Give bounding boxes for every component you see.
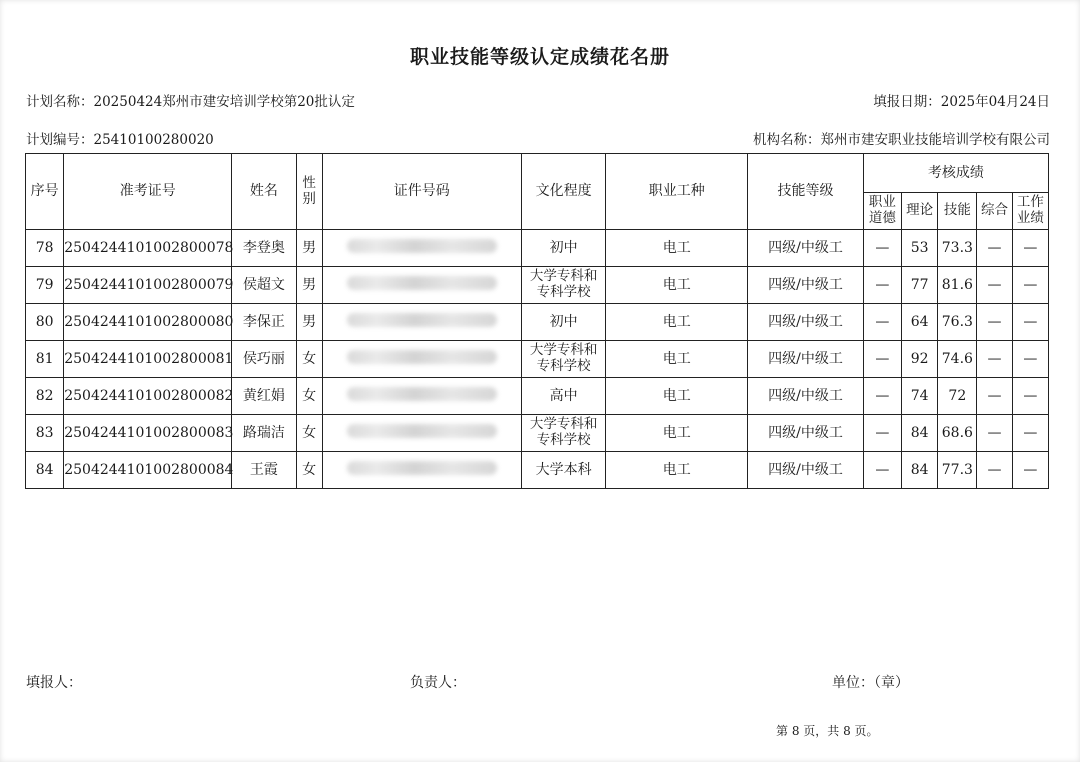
cell-overall: —: [977, 452, 1012, 489]
cell-skill: 73.3: [938, 230, 977, 267]
table-row: [26, 230, 1049, 267]
cell-theory: 77: [902, 267, 938, 304]
footer-filler: 填报人：: [26, 675, 82, 691]
cell-id-no: [322, 378, 521, 415]
cell-work: —: [1012, 341, 1048, 378]
cell-exam-no: 2504244101002800078: [64, 230, 232, 267]
cell-overall: —: [977, 415, 1012, 452]
cell-name: 路瑞洁: [232, 415, 296, 452]
cell-work: —: [1012, 267, 1048, 304]
cell-exam-no: 2504244101002800082: [64, 378, 232, 415]
cell-level: 四级/中级工: [748, 415, 864, 452]
redacted-id-number: [347, 424, 497, 438]
redacted-id-number: [347, 313, 497, 327]
cell-seq: 78: [26, 230, 64, 267]
cell-education: 大学专科和专科学校: [521, 341, 605, 378]
cell-skill: 76.3: [938, 304, 977, 341]
header-theory: 理论: [902, 193, 938, 230]
cell-ethics: —: [863, 267, 901, 304]
cell-id-no: [322, 267, 521, 304]
cell-exam-no: 2504244101002800081: [64, 341, 232, 378]
cell-education: 初中: [521, 230, 605, 267]
cell-gender: 女: [296, 415, 322, 452]
cell-theory: 84: [902, 415, 938, 452]
cell-ethics: —: [863, 230, 901, 267]
redacted-id-number: [347, 461, 497, 475]
cell-overall: —: [977, 267, 1012, 304]
score-roster-table: [25, 153, 1049, 489]
cell-seq: 79: [26, 267, 64, 304]
cell-occupation: 电工: [606, 230, 748, 267]
table-row: [26, 415, 1049, 452]
cell-ethics: —: [863, 452, 901, 489]
organization-name: 机构名称：郑州市建安职业技能培训学校有限公司: [753, 132, 1050, 148]
cell-gender: 男: [296, 267, 322, 304]
cell-level: 四级/中级工: [748, 378, 864, 415]
table-row: [26, 452, 1049, 489]
footer-person-in-charge: 负责人：: [410, 675, 466, 691]
cell-theory: 74: [902, 378, 938, 415]
cell-work: —: [1012, 415, 1048, 452]
header-seq: 序号: [26, 154, 64, 230]
cell-seq: 82: [26, 378, 64, 415]
cell-exam-no: 2504244101002800084: [64, 452, 232, 489]
cell-seq: 80: [26, 304, 64, 341]
page-indicator: 第 8 页，共 8 页。: [776, 724, 879, 738]
cell-education: 高中: [521, 378, 605, 415]
table-row: [26, 267, 1049, 304]
cell-occupation: 电工: [606, 341, 748, 378]
cell-level: 四级/中级工: [748, 341, 864, 378]
cell-level: 四级/中级工: [748, 304, 864, 341]
cell-ethics: —: [863, 304, 901, 341]
redacted-id-number: [347, 239, 497, 253]
cell-id-no: [322, 415, 521, 452]
cell-skill: 68.6: [938, 415, 977, 452]
cell-id-no: [322, 230, 521, 267]
cell-theory: 53: [902, 230, 938, 267]
cell-work: —: [1012, 452, 1048, 489]
cell-theory: 84: [902, 452, 938, 489]
cell-name: 侯超文: [232, 267, 296, 304]
cell-skill: 81.6: [938, 267, 977, 304]
header-row: [26, 154, 1049, 193]
cell-overall: —: [977, 230, 1012, 267]
header-scores: 考核成绩: [863, 154, 1048, 193]
cell-education: 初中: [521, 304, 605, 341]
cell-work: —: [1012, 378, 1048, 415]
cell-exam-no: 2504244101002800083: [64, 415, 232, 452]
cell-gender: 女: [296, 341, 322, 378]
cell-work: —: [1012, 230, 1048, 267]
cell-skill: 72: [938, 378, 977, 415]
cell-theory: 92: [902, 341, 938, 378]
cell-exam-no: 2504244101002800080: [64, 304, 232, 341]
redacted-id-number: [347, 350, 497, 364]
cell-skill: 77.3: [938, 452, 977, 489]
document-title: 职业技能等级认定成绩花名册: [409, 46, 670, 68]
cell-education: 大学本科: [521, 452, 605, 489]
plan-name: 计划名称：20250424郑州市建安培训学校第20批认定: [26, 94, 355, 110]
cell-name: 黄红娟: [232, 378, 296, 415]
cell-gender: 女: [296, 452, 322, 489]
cell-work: —: [1012, 304, 1048, 341]
table-row: [26, 341, 1049, 378]
header-id-no: 证件号码: [322, 154, 521, 230]
cell-exam-no: 2504244101002800079: [64, 267, 232, 304]
cell-id-no: [322, 452, 521, 489]
cell-ethics: —: [863, 415, 901, 452]
cell-ethics: —: [863, 378, 901, 415]
footer-unit-seal: 单位：（章）: [832, 675, 909, 691]
cell-name: 侯巧丽: [232, 341, 296, 378]
header-level: 技能等级: [748, 154, 864, 230]
cell-occupation: 电工: [606, 378, 748, 415]
redacted-id-number: [347, 387, 497, 401]
redacted-id-number: [347, 276, 497, 290]
cell-overall: —: [977, 378, 1012, 415]
cell-occupation: 电工: [606, 452, 748, 489]
cell-occupation: 电工: [606, 267, 748, 304]
cell-seq: 83: [26, 415, 64, 452]
header-name: 姓名: [232, 154, 296, 230]
header-exam-no: 准考证号: [64, 154, 232, 230]
cell-education: 大学专科和专科学校: [521, 267, 605, 304]
header-occupation: 职业工种: [606, 154, 748, 230]
cell-gender: 男: [296, 230, 322, 267]
cell-occupation: 电工: [606, 415, 748, 452]
cell-theory: 64: [902, 304, 938, 341]
cell-name: 李保正: [232, 304, 296, 341]
cell-id-no: [322, 304, 521, 341]
cell-occupation: 电工: [606, 304, 748, 341]
cell-gender: 女: [296, 378, 322, 415]
cell-overall: —: [977, 304, 1012, 341]
cell-level: 四级/中级工: [748, 267, 864, 304]
plan-number: 计划编号：25410100280020: [26, 132, 214, 148]
cell-level: 四级/中级工: [748, 452, 864, 489]
cell-seq: 84: [26, 452, 64, 489]
cell-level: 四级/中级工: [748, 230, 864, 267]
roster-body: [26, 230, 1049, 489]
header-gender: 性别: [296, 154, 322, 230]
table-row: [26, 378, 1049, 415]
cell-id-no: [322, 341, 521, 378]
header-skill: 技能: [938, 193, 977, 230]
fill-date: 填报日期：2025年04月24日: [873, 94, 1050, 110]
table-row: [26, 304, 1049, 341]
cell-name: 王霞: [232, 452, 296, 489]
cell-overall: —: [977, 341, 1012, 378]
header-work: 工作业绩: [1012, 193, 1048, 230]
cell-skill: 74.6: [938, 341, 977, 378]
header-education: 文化程度: [521, 154, 605, 230]
cell-seq: 81: [26, 341, 64, 378]
header-ethics: 职业道德: [863, 193, 901, 230]
cell-gender: 男: [296, 304, 322, 341]
cell-education: 大学专科和专科学校: [521, 415, 605, 452]
header-overall: 综合: [977, 193, 1012, 230]
cell-ethics: —: [863, 341, 901, 378]
cell-name: 李登奥: [232, 230, 296, 267]
